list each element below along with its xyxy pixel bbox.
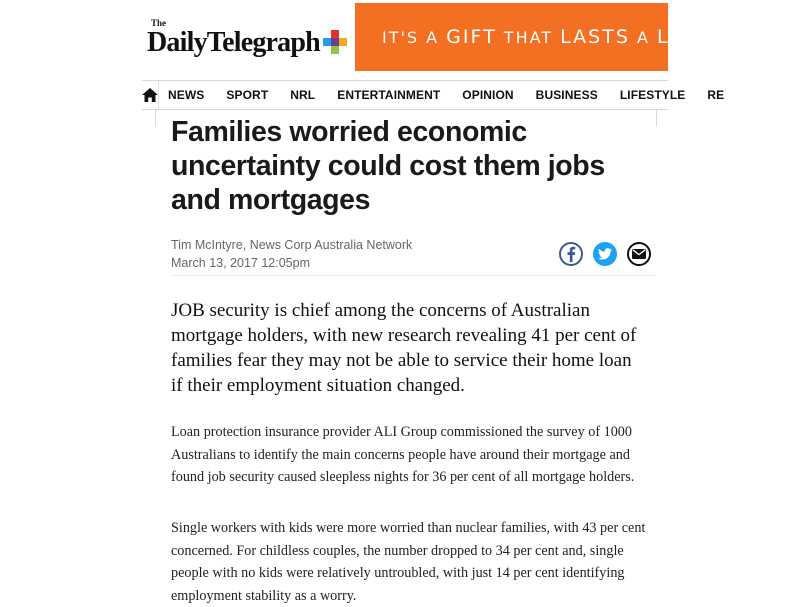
divider <box>656 110 657 126</box>
facebook-icon <box>566 246 576 262</box>
logo-prefix: The <box>151 18 167 28</box>
twitter-share-button[interactable] <box>593 242 617 266</box>
nav-item-business[interactable]: BUSINESS <box>535 88 598 102</box>
article-paragraph: Single workers with kids were more worried than nuclear families, with 43 per cent concerned. For childless couples, the number dropped to 34 per cent and, single people with no kids were relatively untroubled, with just 14 per cent identifying employment stability as a worry. <box>171 520 646 604</box>
share-buttons <box>559 242 651 266</box>
logo-name: DailyTelegraph <box>147 27 320 58</box>
main-nav <box>142 80 725 110</box>
article-paragraph: Loan protection insurance provider ALI Group commissioned the survey of 1000 Australians to identify the main concerns people have around their mortgage and found job security caused sleepless nights for 36 per cent of all mortgage holders. <box>171 424 635 486</box>
plus-logo-icon <box>323 30 347 54</box>
nav-item-entertainment[interactable]: ENTERTAINMENT <box>337 88 441 102</box>
nav-item-nrl[interactable]: NRL <box>290 88 316 102</box>
ad-text: IT'S A GIFT THAT LASTS A LI <box>382 26 678 48</box>
nav-item-real-estate[interactable]: RE <box>707 88 725 102</box>
nav-item-sport[interactable]: SPORT <box>226 88 269 102</box>
nav-item-lifestyle[interactable]: LIFESTYLE <box>619 88 686 102</box>
home-icon <box>142 88 158 102</box>
nav-item-opinion[interactable]: OPINION <box>462 88 514 102</box>
ad-banner[interactable] <box>355 3 678 71</box>
nav-item-news[interactable]: NEWS <box>168 88 205 102</box>
twitter-icon <box>598 248 612 260</box>
author-link[interactable]: Tim McIntyre, News Corp Australia Network <box>171 238 413 252</box>
facebook-share-button[interactable] <box>559 242 583 266</box>
home-button[interactable] <box>142 81 159 109</box>
divider <box>155 110 156 126</box>
article-intro: JOB security is chief among the concerns of Australian mortgage holders, with new research revealing 41 per cent of families fear they may not be able to service their home loan if their employment situation changed. <box>171 300 637 396</box>
email-share-button[interactable] <box>627 242 651 266</box>
byline <box>171 234 656 276</box>
site-logo[interactable] <box>147 18 347 58</box>
article-headline: Families worried economic uncertainty could cost them jobs and mortgages <box>171 116 605 216</box>
email-icon <box>632 249 646 259</box>
publish-date: March 13, 2017 12:05pm <box>171 256 310 270</box>
